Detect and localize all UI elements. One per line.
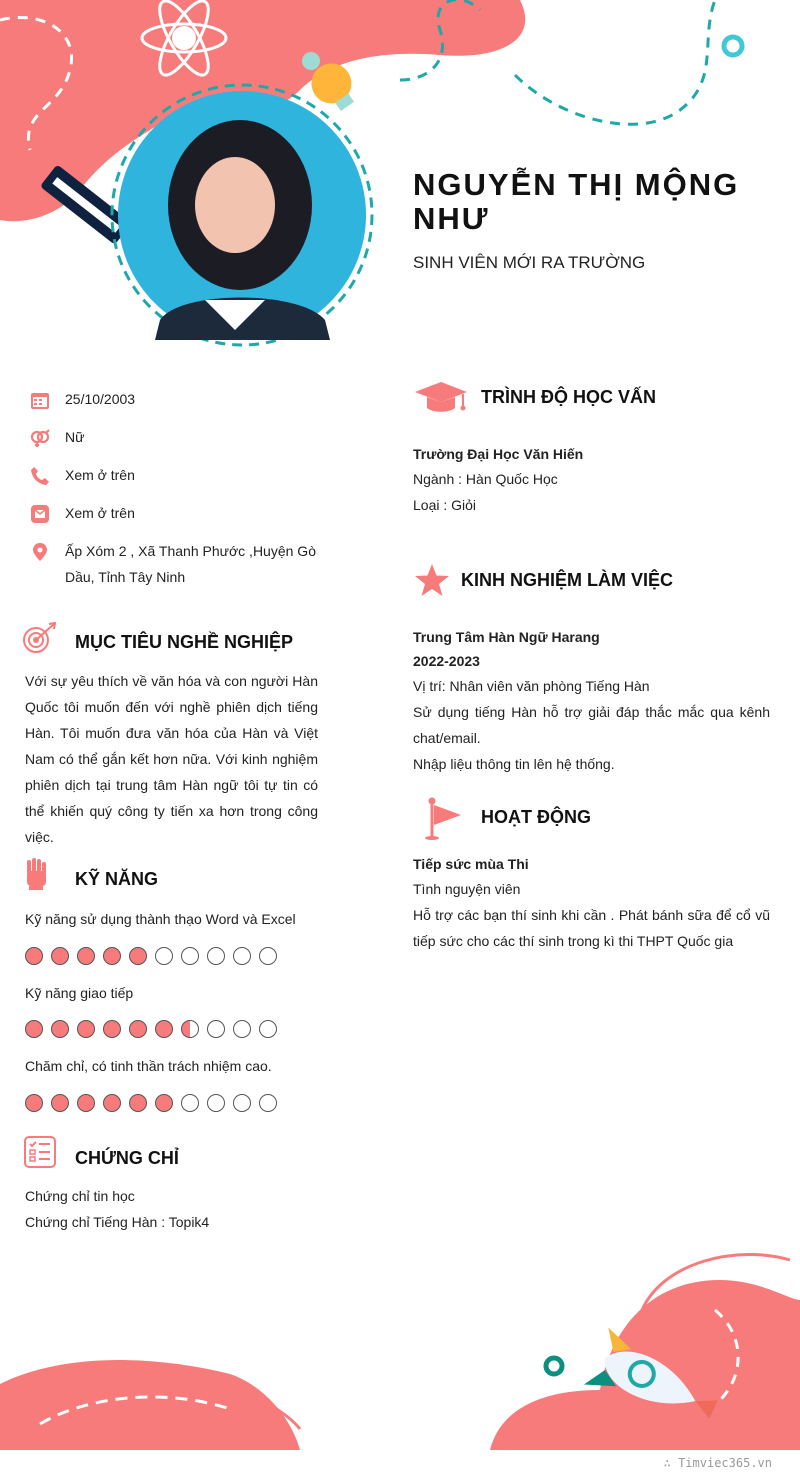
skill-dot <box>77 947 95 965</box>
candidate-name: NGUYỄN THỊ MỘNG NHƯ <box>413 167 740 236</box>
skill-dot <box>233 1094 251 1112</box>
skill-dot <box>207 1094 225 1112</box>
gender-icon <box>30 428 50 448</box>
skill-label: Kỹ năng giao tiếp <box>25 985 134 1001</box>
skill-dot <box>259 947 277 965</box>
certificates-title: CHỨNG CHỈ <box>75 1148 179 1168</box>
experience-desc: Nhập liệu thông tin lên hệ thống. <box>413 756 615 772</box>
contact-gender <box>30 428 84 450</box>
skill-dot <box>233 947 251 965</box>
skill-dot <box>155 1094 173 1112</box>
skill-dot <box>103 1020 121 1038</box>
experience-title: KINH NGHIỆM LÀM VIỆC <box>461 570 674 590</box>
skill-dot <box>259 1020 277 1038</box>
skill-dot <box>207 947 225 965</box>
skill-dot <box>25 1020 43 1038</box>
skill-dot <box>77 1020 95 1038</box>
skill-dot <box>129 947 147 965</box>
skill-label: Chăm chỉ, có tinh thần trách nhiệm cao. <box>25 1058 272 1074</box>
skill-dot <box>103 1094 121 1112</box>
skill-dot <box>181 947 199 965</box>
contact-birthday <box>30 390 135 412</box>
graduation-cap-icon <box>413 380 469 416</box>
skill-dot <box>155 947 173 965</box>
skill-rating <box>25 1020 285 1038</box>
phone-icon <box>30 466 50 486</box>
contact-email <box>30 504 135 526</box>
skill-dot <box>51 1094 69 1112</box>
birthday-value: 25/10/2003 <box>65 391 136 407</box>
objective-title: MỤC TIÊU NGHỀ NGHIỆP <box>75 632 294 652</box>
skill-dot <box>155 1020 173 1038</box>
flag-icon <box>423 797 463 841</box>
skill-dot <box>233 1020 251 1038</box>
phone-value: Xem ở trên <box>65 467 135 483</box>
skill-dot <box>103 947 121 965</box>
target-icon <box>22 622 58 654</box>
education-title: TRÌNH ĐỘ HỌC VẤN <box>481 387 656 407</box>
address-value: Ấp Xóm 2 , Xã Thanh Phước ,Huyện Gò Dầu, Tỉnh Tây Ninh <box>65 543 316 585</box>
candidate-subtitle: SINH VIÊN MỚI RA TRƯỜNG <box>413 253 646 272</box>
experience-position: Vị trí: Nhân viên văn phòng Tiếng Hàn <box>413 678 650 694</box>
skill-dot <box>25 947 43 965</box>
contact-address <box>30 542 330 590</box>
certificate-item: Chứng chỉ Tiếng Hàn : Topik4 <box>25 1214 210 1230</box>
activity-role: Tình nguyện viên <box>413 881 521 897</box>
skill-dot <box>129 1020 147 1038</box>
skill-label: Kỹ năng sử dụng thành thạo Word và Excel <box>25 911 296 927</box>
skill-dot <box>207 1020 225 1038</box>
experience-desc: Sử dụng tiếng Hàn hỗ trợ giải đáp thắc mắc qua kênh chat/email. <box>413 704 770 746</box>
certificate-item: Chứng chỉ tin học <box>25 1188 135 1204</box>
activity-desc: Hỗ trợ các bạn thí sinh khi cần . Phát bánh sữa để cổ vũ tiếp sức cho các thí sinh trong kì thi THPT Quốc gia <box>413 907 770 949</box>
skill-rating <box>25 947 285 965</box>
activities-title: HOẠT ĐỘNG <box>481 807 591 827</box>
objective-text: Với sự yêu thích về văn hóa và con người Hàn Quốc tôi muốn đến với nghề phiên dịch tiếng Hàn. Tôi muốn đưa văn hóa của Hàn và Việt Nam có thể gắn kết hơn nữa. Với kinh nghiệm phiên dịch tại trung tâm Hàn ngữ tôi tự tin có thể khiến quý công ty tiến xa hơn trong công việc. <box>25 673 318 845</box>
footer-decoration <box>0 1240 800 1476</box>
star-icon <box>414 563 450 597</box>
education-major: Ngành : Hàn Quốc Học <box>413 471 558 487</box>
skill-dot <box>181 1020 199 1038</box>
skill-dot <box>51 1020 69 1038</box>
skill-dot <box>51 947 69 965</box>
skill-dot <box>25 1094 43 1112</box>
checklist-icon <box>24 1136 56 1168</box>
contact-phone <box>30 466 135 488</box>
footer-brand: ∴ Timviec365.vn <box>663 1456 772 1470</box>
skill-dot <box>259 1094 277 1112</box>
experience-company: Trung Tâm Hàn Ngữ Harang <box>413 629 600 645</box>
education-grade: Loại : Giỏi <box>413 497 477 513</box>
skills-title: KỸ NĂNG <box>75 869 159 889</box>
activity-name: Tiếp sức mùa Thi <box>413 856 529 872</box>
email-value: Xem ở trên <box>65 505 135 521</box>
experience-period: 2022-2023 <box>413 653 480 669</box>
raised-hand-icon <box>24 857 48 891</box>
calendar-icon <box>30 390 50 410</box>
skill-dot <box>77 1094 95 1112</box>
education-school: Trường Đại Học Văn Hiến <box>413 446 584 462</box>
location-pin-icon <box>30 542 50 562</box>
email-icon <box>30 504 50 524</box>
skill-rating <box>25 1094 285 1112</box>
skill-dot <box>129 1094 147 1112</box>
gender-value: Nữ <box>65 429 85 445</box>
skill-dot <box>181 1094 199 1112</box>
